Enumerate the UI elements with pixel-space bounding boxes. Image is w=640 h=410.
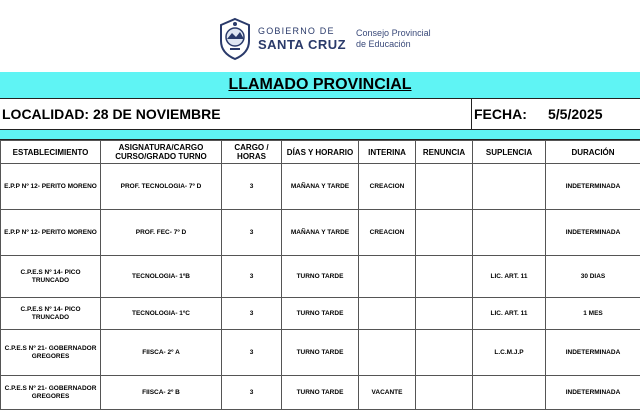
cell-establecimiento: C.P.E.S Nº 14- PICO TRUNCADO xyxy=(1,256,101,298)
consejo-line1: Consejo Provincial xyxy=(356,28,431,39)
cell-asignatura: TECNOLOGIA- 1ºC xyxy=(101,298,222,330)
table-row xyxy=(1,376,640,410)
table-row xyxy=(1,330,640,376)
cell-duracion: INDETERMINADA xyxy=(546,376,640,410)
header-interina: INTERINA xyxy=(359,141,416,164)
cell-duracion: INDETERMINADA xyxy=(546,210,640,256)
cell-asignatura: PROF. TECNOLOGIA- 7º D xyxy=(101,164,222,210)
fecha-box xyxy=(471,99,640,129)
cell-interina xyxy=(359,298,416,330)
table-row xyxy=(1,256,640,298)
cell-dias-horario: TURNO TARDE xyxy=(282,256,359,298)
cell-suplencia xyxy=(473,210,546,256)
cell-dias-horario: TURNO TARDE xyxy=(282,376,359,410)
header-renuncia: RENUNCIA xyxy=(416,141,473,164)
cell-dias-horario: TURNO TARDE xyxy=(282,330,359,376)
cell-renuncia xyxy=(416,298,473,330)
localidad-label: LOCALIDAD: 28 DE NOVIEMBRE xyxy=(2,106,221,122)
cell-asignatura: PROF. FEC- 7º D xyxy=(101,210,222,256)
cell-renuncia xyxy=(416,256,473,298)
cell-establecimiento: C.P.E.S Nº 14- PICO TRUNCADO xyxy=(1,298,101,330)
cell-establecimiento: E.P.P Nº 12- PERITO MORENO xyxy=(1,210,101,256)
header-duracion: DURACIÓN xyxy=(546,141,640,164)
vacancy-table xyxy=(0,140,640,410)
cell-asignatura: FIISCA- 2º A xyxy=(101,330,222,376)
santa-cruz-seal-icon xyxy=(218,17,252,61)
cell-renuncia xyxy=(416,330,473,376)
header-cargo-horas: CARGO / HORAS xyxy=(222,141,282,164)
cell-interina: VACANTE xyxy=(359,376,416,410)
header-asignatura: ASIGNATURA/CARGO CURSO/GRADO TURNO xyxy=(101,141,222,164)
fecha-label: FECHA: xyxy=(474,106,527,122)
cell-dias-horario: TURNO TARDE xyxy=(282,298,359,330)
fecha-value: 5/5/2025 xyxy=(548,106,603,122)
cell-renuncia xyxy=(416,376,473,410)
cell-asignatura: TECNOLOGIA- 1ºB xyxy=(101,256,222,298)
cell-cargo-horas: 3 xyxy=(222,210,282,256)
cell-renuncia xyxy=(416,164,473,210)
table-row xyxy=(1,298,640,330)
cell-duracion: 30 DIAS xyxy=(546,256,640,298)
cell-dias-horario: MAÑANA Y TARDE xyxy=(282,164,359,210)
cell-cargo-horas: 3 xyxy=(222,164,282,210)
separator-band xyxy=(0,130,640,140)
cell-suplencia xyxy=(473,376,546,410)
cell-cargo-horas: 3 xyxy=(222,298,282,330)
cell-suplencia: LIC. ART. 11 xyxy=(473,298,546,330)
cell-suplencia xyxy=(473,164,546,210)
cell-interina: CREACION xyxy=(359,210,416,256)
consejo-line2: de Educación xyxy=(356,39,431,50)
government-logo xyxy=(218,17,431,61)
header xyxy=(0,0,640,73)
cell-renuncia xyxy=(416,210,473,256)
cell-suplencia: L.C.M.J.P xyxy=(473,330,546,376)
page-title: LLAMADO PROVINCIAL xyxy=(228,76,411,94)
gobierno-label: GOBIERNO DE xyxy=(258,26,346,37)
cell-duracion: INDETERMINADA xyxy=(546,164,640,210)
cell-cargo-horas: 3 xyxy=(222,376,282,410)
cell-establecimiento: C.P.E.S Nº 21- GOBERNADOR GREGORES xyxy=(1,376,101,410)
cell-duracion: INDETERMINADA xyxy=(546,330,640,376)
header-establecimiento: ESTABLECIMIENTO xyxy=(1,141,101,164)
header-dias-horario: DÍAS Y HORARIO xyxy=(282,141,359,164)
cell-suplencia: LIC. ART. 11 xyxy=(473,256,546,298)
table-row xyxy=(1,210,640,256)
cell-interina xyxy=(359,330,416,376)
title-band xyxy=(0,72,640,99)
cell-establecimiento: E.P.P Nº 12- PERITO MORENO xyxy=(1,164,101,210)
table-header-row xyxy=(1,141,640,164)
cell-cargo-horas: 3 xyxy=(222,256,282,298)
cell-duracion: 1 MES xyxy=(546,298,640,330)
cell-asignatura: FIISCA- 2º B xyxy=(101,376,222,410)
santa-cruz-label: SANTA CRUZ xyxy=(258,37,346,52)
cell-cargo-horas: 3 xyxy=(222,330,282,376)
cell-interina: CREACION xyxy=(359,164,416,210)
cell-interina xyxy=(359,256,416,298)
location-row xyxy=(0,99,640,130)
cell-establecimiento: C.P.E.S Nº 21- GOBERNADOR GREGORES xyxy=(1,330,101,376)
header-suplencia: SUPLENCIA xyxy=(473,141,546,164)
table-row xyxy=(1,164,640,210)
cell-dias-horario: MAÑANA Y TARDE xyxy=(282,210,359,256)
